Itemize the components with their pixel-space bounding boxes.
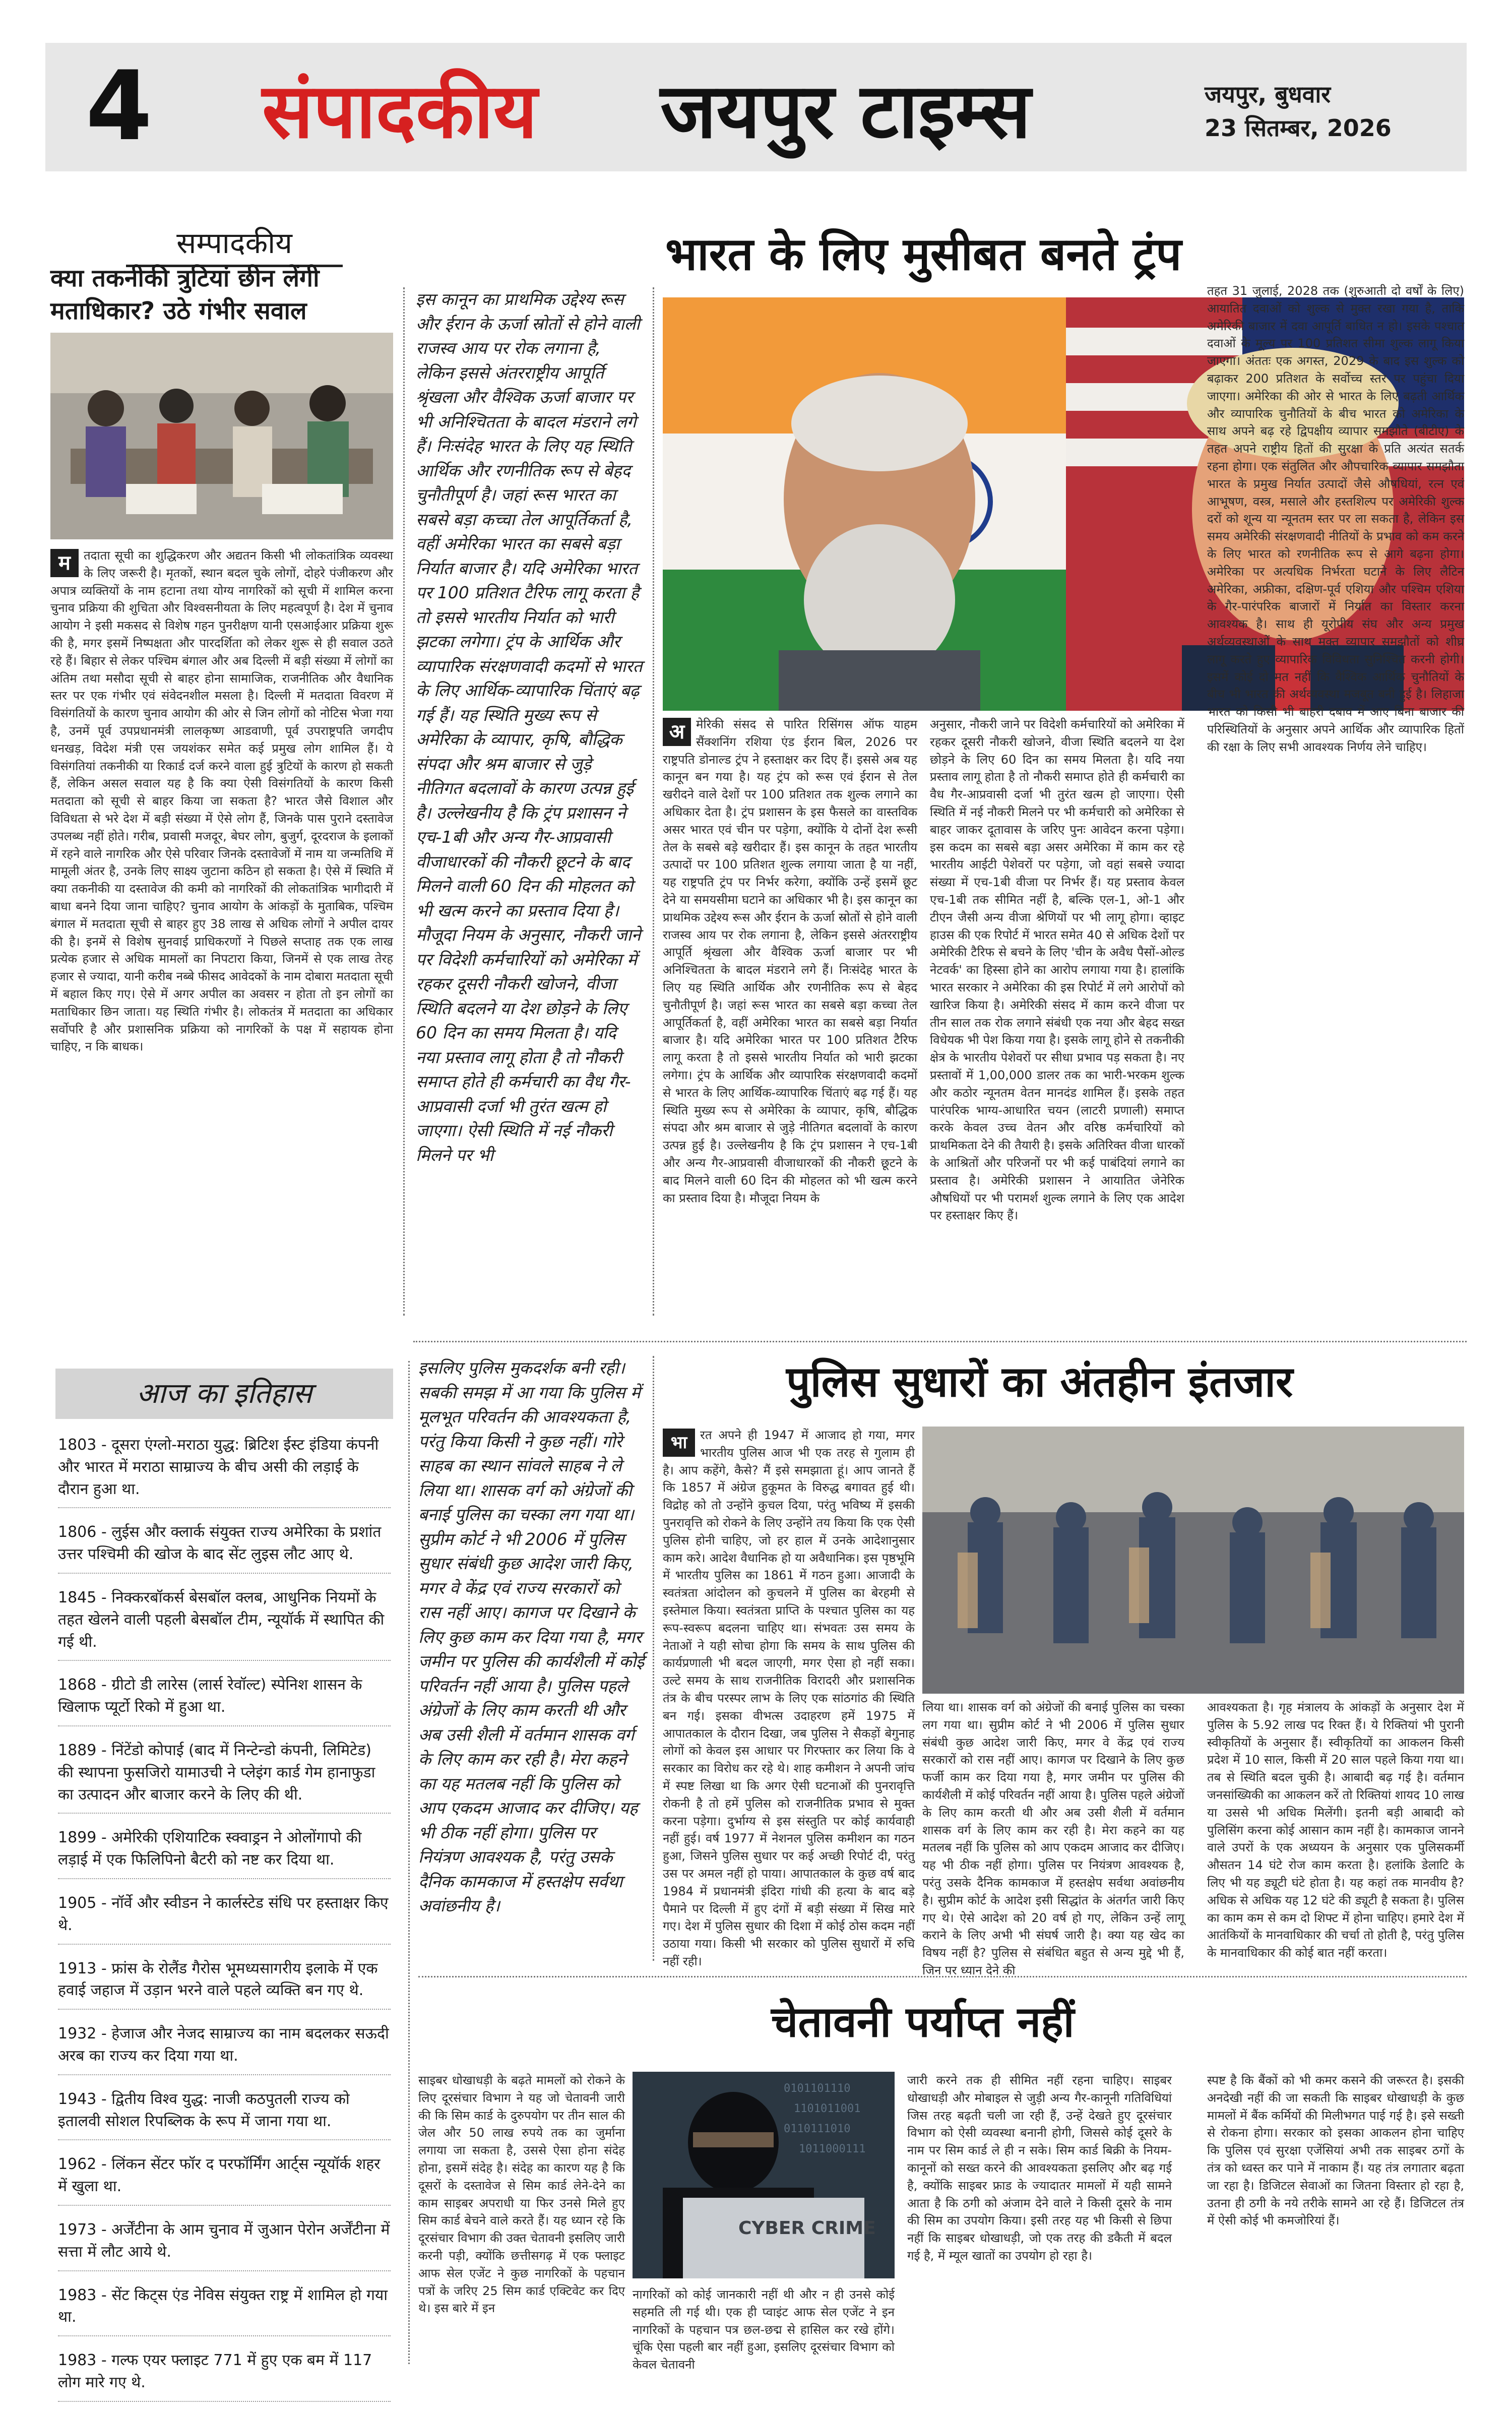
column-divider — [653, 287, 654, 1316]
section-divider — [418, 1976, 1467, 1977]
history-item: 1803 - दूसरा एंग्लो-मराठा युद्ध: ब्रिटिश ईस्ट इंडिया कंपनी और भारत में मराठा साम्राज्य के बीच असी की लड़ाई के दौरान हुआ था. — [58, 1434, 391, 1508]
history-item: 1868 - ग्रीटो डी लारेस (लार्स रेवॉल्ट) स्पेनिश शासन के खिलाफ प्यूर्टो रिको में हुआ था. — [58, 1674, 391, 1726]
editorial-photo-voters — [50, 333, 393, 539]
dateline-date: 23 सितम्बर, 2026 — [1205, 114, 1392, 142]
warning-story-col1: साइबर धोखाधड़ी के बढ़ते मामलों को रोकने के लिए दूरसंचार विभाग ने यह जो चेतावनी जारी की कि सिम कार्ड के दुरुपयोग पर तीन साल की जेल और 50 लाख रुपये तक का जुर्माना लगाया जा सकता है, उससे ऐसा होना संदेह होना, इसमें संदेह है। संदेह का कारण यह है कि दूसरों के दस्तावेज से सिम कार्ड लेने-देने का काम साइबर अपराधी या फिर उनसे मिले हुए सिम कार्ड बेचने वाले करते हैं। यह ध्यान रहे कि दूरसंचार विभाग की उक्त चेतावनी इसलिए जारी करनी पड़ी, क्योंकि छत्तीसगढ़ में एक फ्लाइट आफ सेल एजेंट ने कुछ नागरिकों के पहचान पत्रों के जरिए 25 सिम कार्ड एक्टिवेट कर दिए थे। इस बारे में इन — [418, 2073, 625, 2316]
warning-photo-caption: CYBER CRIME — [738, 2218, 876, 2239]
history-item: 1943 - द्वितीय विश्व युद्ध: नाजी कठपुतली राज्य को इतालवी सोशल रिपब्लिक के रूप में जाना गया था. — [58, 2088, 391, 2141]
column-divider — [403, 287, 405, 1316]
column-divider — [653, 1356, 654, 1961]
police-story-dropcap: भा — [663, 1429, 695, 1457]
warning-story-col2: नागरिकों को कोई जानकारी नहीं थी और न ही उनसे कोई सहमति ली गई थी। एक ही प्वाइंट आफ सेल एजेंट ने इन नागरिकों के पहचान पत्र छल-छद्म से हासिल कर रखे होंगे। चूंकि ऐसा पहली बार नहीं हुआ, इसलिए दूरसंचार विभाग को केवल चेतावनी — [633, 2287, 895, 2372]
history-item: 1973 - अर्जेंटीना के आम चुनाव में जुआन पेरोन अर्जेंटीना में सत्ता में लौट आये थे. — [58, 2219, 391, 2271]
lead-story-col1 — [663, 716, 917, 1346]
editorial-body — [50, 547, 393, 1313]
warning-story-photo — [633, 2072, 895, 2278]
lead-story-headline: भारत के लिए मुसीबत बनते ट्रंप — [665, 228, 1182, 281]
history-item: 1932 - हेजाज और नेजद साम्राज्य का नाम बदलकर सऊदी अरब का राज्य कर दिया गया था. — [58, 2023, 391, 2075]
police-story-col1-text: रत अपने ही 1947 में आजाद हो गया, मगर भारतीय पुलिस आज भी एक तरह से गुलाम ही है। आप कहेंगे, कैसे? मैं इसे समझाता हूं। आप जानते हैं कि 1857 में अंग्रेज हुकूमत के विरुद्ध बगावत हुई थी। विद्रोह को तो उन्होंने कुचल दिया, परंतु भविष्य में इसकी पुनरावृत्ति को रोकने के लिए उन्होंने तय किया कि एक ऐसी पुलिस होनी चाहिए, जो हर हाल में उनके आदेशानुसार काम करे। आदेश वैधानिक हो या अवैधानिक। इस पृष्ठभूमि में भारतीय पुलिस का 1861 में गठन हुआ। आजादी के स्वतंत्रता आंदोलन को कुचलने में पुलिस का बेरहमी से इस्तेमाल किया। स्वतंत्रता प्राप्ति के पश्चात पुलिस का यह रूप-स्वरूप बदलना चाहिए था। संभवतः उस समय के नेताओं ने यही सोचा होगा कि समय के साथ पुलिस की कार्यप्रणाली भी बदल जाएगी, मगर ऐसा हो नहीं सका। उल्टे समय के साथ राजनीतिक विरादरी और प्रशासनिक तंत्र के बीच परस्पर लाभ के लिए एक सांठगांठ की स्थिति बन गई। इसका वीभत्स उदाहरण हमें 1975 में आपातकाल के दौरान दिखा, जब पुलिस ने सैकड़ों बेगुनाह लोगों को केवल इस आधार पर गिरफ्तार कर लिया कि वे सरकार का विरोध कर रहे थे। शाह कमीशन ने अपनी जांच में स्पष्ट लिखा था कि अगर ऐसी घटनाओं की पुनरावृत्ति रोकनी है तो हमें पुलिस को राजनीतिक प्रभाव से मुक्त करना पड़ेगा। दुर्भाग्य से इस संस्तुति पर कोई कार्यवाही नहीं हुई। वर्ष 1977 में नेशनल पुलिस कमीशन का गठन हुआ, जिसने पुलिस सुधार पर कई अच्छी रिपोर्ट दी, परंतु उस पर अमल नहीं हो पाया। आपातकाल के कुछ वर्ष बाद 1984 में प्रधानमंत्री इंदिरा गांधी की हत्या के बाद बड़े पैमाने पर दिल्ली में हुए दंगों में बड़ी संख्या में सिख मारे गए। देश में पुलिस सुधार की दिशा में कोई ठोस कदम नहीं उठाया गया। किसी भी सरकार को पुलिस सुधारों में रुचि नहीं रही। — [663, 1428, 915, 1968]
paper-name: जयपुर टाइम्स — [660, 68, 1031, 155]
warning-story-col4: स्पष्ट है कि बैंकों को भी कमर कसने की जरूरत है। इसकी अनदेखी नहीं की जा सकती कि साइबर धोखाधड़ी के कुछ मामलों में बैंक कर्मियों की मिलीभगत पाई गई है। इसे सख्ती से रोकना होगा। सरकार को इसका आकलन होना चाहिए कि पुलिस एवं सुरक्षा एजेंसियां अभी तक साइबर ठगों के तंत्र को ध्वस्त कर पाने में नाकाम हैं। यह तंत्र लगातार बढ़ता जा रहा है। डिजिटल सेवाओं का जितना विस्तार हो रहा है, उतना ही ठगी के नये तरीके सामने आ रहे हैं। डिजिटल तंत्र में ऐसी कोई भी कमजोरियां हैं। — [1207, 2073, 1464, 2228]
page-number: 4 — [86, 50, 153, 162]
svg-text:1101011001: 1101011001 — [794, 2102, 861, 2115]
history-list — [58, 1434, 391, 2415]
column-divider — [408, 1361, 410, 2364]
dateline-city-day: जयपुर, बुधवार — [1205, 81, 1331, 108]
editorial-kicker: सम्पादकीय — [126, 222, 343, 267]
history-item: 1913 - फ्रांस के रोलैंड गैरोस भूमध्यसागरीय इलाके में एक हवाई जहाज में उड़ान भरने वाले पहले व्यक्ति बन गए थे. — [58, 1958, 391, 2010]
editorial-body-text: तदाता सूची का शुद्धिकरण और अद्यतन किसी भी लोकतांत्रिक व्यवस्था के लिए जरूरी है। मृतकों, स्थान बदल चुके लोगों, दोहरे पंजीकरण और अपात्र व्यक्तियों के नाम हटाना तथा योग्य नागरिकों को सूची में शामिल करना चुनाव प्रक्रिया की शुचिता और विश्वसनीयता के लिए महत्वपूर्ण है। देश में चुनाव आयोग ने इसी मकसद से विशेष गहन पुनरीक्षण यानी एसआईआर प्रक्रिया शुरू की है, मगर इसमें निष्पक्षता और पारदर्शिता को लेकर शुरू से ही सवाल उठते रहे हैं। बिहार से लेकर पश्चिम बंगाल और अब दिल्ली में बड़ी संख्या में लोगों का अंतिम तथा मसौदा सूची से बाहर होना सामाजिक, राजनीतिक और वैधानिक स्तर पर एक गंभीर एवं संवेदनशील मसला है। दिल्ली में मतदाता विवरण में विसंगतियों के कारण चुनाव आयोग की ओर से जिन लोगों को नोटिस भेजा गया है, उनमें पूर्व उपप्रधानमंत्री लालकृष्ण आडवाणी, पूर्व उपराष्ट्रपति जगदीप धनखड़, विदेश मंत्री एस जयशंकर समेत कई प्रमुख लोग शामिल हैं। ये विसंगतियां तकनीकी या रिकार्ड दर्ज करने वाला हुई त्रुटियों के कारण हो सकती हैं, लेकिन असल सवाल यह है कि क्या ऐसी विसंगतियों के कारण किसी मतदाता को सूची से बाहर किया जा सकता है? भारत जैसे विशाल और विविधता से भरे देश में बड़ी संख्या में ऐसे लोग हैं, जिनके पास पुराने दस्तावेज उपलब्ध नहीं होते। गरीब, प्रवासी मजदूर, बेघर लोग, बुजुर्ग, दूरदराज के इलाकों में रहने वाले नागरिक और ऐसे परिवार जिनके दस्तावेजों में नाम या जन्मतिथि में मामूली अंतर है, उनके लिए साक्ष्य जुटाना कठिन हो सकता है। ऐसे में स्थिति में क्या तकनीकी या दस्तावेज की कमी को नागरिकों की लोकतांत्रिक भागीदारी में बाधा बनने दिया जाना चाहिए? चुनाव आयोग के आंकड़ों के मुताबिक, पश्चिम बंगाल में मतदाता सूची से बाहर हुए 38 लाख से अधिक लोगों ने अपील दायर की है। इनमें से विशेष सुनवाई प्राधिकरणों ने पिछले सप्ताह तक एक लाख प्रत्येक हजार से अधिक मामलों का निपटारा किया, जिनमें से एक लाख तेरह हजार से ज्यादा, यानी करीब नब्बे फीसद आवेदकों के नाम दोबारा मतदाता सूची में बहाल किए गए। ऐसे में अगर अपील का अवसर न होता तो इन लोगों का मताधिकार छिन जाता। यह स्थिति गंभीर है। लोकतंत्र में मतदाता का अधिकार सर्वोपरि है और प्रशासनिक प्रक्रिया को नागरिकों के पक्ष में सहायक होना चाहिए, न कि बाधक। — [50, 548, 393, 1054]
police-story-col1 — [663, 1427, 915, 1968]
police-story-headline: पुलिस सुधारों का अंतहीन इंतजार — [786, 1357, 1293, 1406]
svg-text:1011000111: 1011000111 — [799, 2143, 866, 2155]
editorial-headline: क्या तकनीकी त्रुटियां छीन लेंगी मताधिकार? उठे गंभीर सवाल — [50, 264, 320, 325]
police-story-col3: आवश्यकता है। गृह मंत्रालय के आंकड़ों के अनुसार देश में पुलिस के 5.92 लाख पद रिक्त हैं। ये रिक्तियां भी पुरानी स्वीकृतियों के अनुसार हैं। स्वीकृतियों का आकलन किसी प्रदेश में 10 साल, किसी में 20 साल पहले किया गया था। तब से स्थिति बदल चुकी है। आबादी बढ़ गई है। वर्तमान जनसांख्यिकी का आकलन करें तो रिक्तियां शायद 10 लाख या उससे भी अधिक मिलेंगी। इतनी बड़ी आबादी को पुलिसिंग करना कोई आसान काम नहीं है। कामकाज जानने वाले उपरों के एक अध्ययन के अनुसार एक पुलिसकर्मी औसतन 14 घंटे रोज काम करता है। हलांकि डेलाटि के लिए भी यह ड्यूटी घंटे होता है। यह कहां तक मानवीय है? अधिक से अधिक यह 12 घंटे की ड्यूटी है सकता है। पुलिस का काम कम से कम दो शिफ्ट में होना चाहिए। हमारे देश में आतंकियों के मानवाधिकार की चर्चा तो होती है, परंतु पुलिस के मानवाधिकार की कोई बात नहीं करता। — [1207, 1700, 1464, 1960]
lead-story-col1-text: मेरिकी संसद से पारित रिसिंगस ऑफ याहम सैंक्शनिंग रशिया एंड ईरान बिल, 2026 पर राष्ट्रपति डोनाल्ड ट्रंप ने हस्ताक्षर कर दिए हैं। इससे अब यह कानून बन गया है। यह ट्रंप को रूस एवं ईरान से तेल खरीदने वाले देशों पर 100 प्रतिशत तक शुल्क लगाने का अधिकार देता है। ट्रंप प्रशासन के इस फैसले का वास्तविक असर भारत एवं चीन पर पड़ेगा, क्योंकि ये दोनों देश रूसी तेल के सबसे बड़े खरीदार हैं। इस कानून के तहत भारतीय उत्पादों पर 100 प्रतिशत शुल्क लगाया जाता है या नहीं, यह राष्ट्रपति ट्रंप पर निर्भर करेगा, क्योंकि उन्हें इसमें छूट देने या समयसीमा घटाने का अधिकार भी है। इस कानून का प्राथमिक उद्देश्य रूस और ईरान के ऊर्जा स्रोतों से होने वाली राजस्व आय पर रोक लगाना है, लेकिन इससे अंतरराष्ट्रीय आपूर्ति श्रृंखला और वैश्विक ऊर्जा बाजार पर भी अनिश्चितता के बादल मंडराने लगे हैं। निःसंदेह भारत के लिए यह स्थिति आर्थिक और रणनीतिक रूप से बेहद चुनौतीपूर्ण है। जहां रूस भारत का सबसे बड़ा कच्चा तेल आपूर्तिकर्ता है, वहीं अमेरिका भारत का सबसे बड़ा निर्यात बाजार है। यदि अमेरिका भारत पर 100 प्रतिशत टैरिफ लागू करता है तो इससे भारतीय निर्यात को भारी झटका लगेगा। ट्रंप के आर्थिक और व्यापारिक संरक्षणवादी कदमों से भारत के लिए आर्थिक-व्यापारिक चिंताएं बढ़ गई हैं। यह स्थिति मुख्य रूप से अमेरिका के व्यापार, कृषि, बौद्धिक संपदा और श्रम बाजार से जुड़े नीतिगत बदलावों के कारण उत्पन्न हुई है। उल्लेखनीय है कि ट्रंप प्रशासन ने एच-1बी और अन्य गैर-आप्रवासी वीजाधारकों की नौकरी छूटने के बाद मिलने वाली 60 दिन की मोहलत को भी खत्म करने का प्रस्ताव दिया है। मौजूदा नियम के — [663, 717, 917, 1205]
history-item: 1905 - नॉर्वे और स्वीडन ने कार्लस्टेड संधि पर हस्ताक्षर किए थे. — [58, 1892, 391, 1945]
lead-story-dropcap: अ — [663, 718, 691, 746]
lead-story-col2: अनुसार, नौकरी जाने पर विदेशी कर्मचारियों को अमेरिका में रहकर दूसरी नौकरी खोजने, वीजा स्थिति बदलने या देश छोड़ने के लिए 60 दिन का समय मिलता है। यदि नया प्रस्ताव लागू होता है तो नौकरी समाप्त होते ही कर्मचारी का वैध गैर-आप्रवासी दर्जा भी तुरंत खत्म हो जाएगा। ऐसी स्थिति में नई नौकरी मिलने पर भी कर्मचारी को अमेरिका से बाहर जाकर दूतावास के जरिए पुनः आवेदन करना पड़ेगा। इस कदम का सबसे बड़ा असर अमेरिका में काम कर रहे भारतीय आईटी पेशेवरों पर पड़ेगा, जो वहां सबसे ज्यादा संख्या में एच-1बी वीजा पर निर्भर हैं। यह प्रस्ताव केवल एच-1बी तक सीमित नहीं है, बल्कि एल-1, ओ-1 और टीएन जैसी अन्य वीजा श्रेणियों पर भी लागू होगा। व्हाइट हाउस की एक रिपोर्ट में भारत समेत 40 से अधिक देशों पर अमेरिकी टैरिफ से बचने के लिए 'चीन के अवैध पैसों-ओल्ड नेटवर्क' का हिस्सा होने का आरोप लगाया गया है। हालांकि भारत सरकार ने अमेरिका की इस रिपोर्ट में लगे आरोपों को खारिज किया है। अमेरिकी संसद में काम करने वीजा पर तीन साल तक रोक लगाने संबंधी एक नया और बेहद सख्त विधेयक भी पेश किया गया है। इसके लागू होने से तकनीकी क्षेत्र के भारतीय पेशेवरों पर सीधा प्रभाव पड़ सकता है। नए प्रस्तावों में 1,00,000 डालर तक का भारी-भरकम शुल्क और कठोर न्यूनतम वेतन मानदंड शामिल हैं। इसके तहत पारंपरिक भाग्य-आधारित चयन (लाटरी प्रणाली) समाप्त करके केवल उच्च वेतन और वरिष्ठ कर्मचारियों को प्राथमिकता देने की तैयारी है। इसके अतिरिक्त वीजा धारकों के आश्रितों और परिजनों पर भी कई पाबंदियां लगाने का प्रस्ताव है। अमेरिकी प्रशासन ने आयातित जेनेरिक औषधियों पर भी परामर्श शुल्क लगाने के लिए एक आदेश पर हस्ताक्षर किए हैं। — [930, 717, 1185, 1223]
editorial-continuation: इस कानून का प्राथमिक उद्देश्य रूस और ईरान के ऊर्जा स्रोतों से होने वाली राजस्व आय पर रोक लगाना है, लेकिन इससे अंतरराष्ट्रीय आपूर्ति श्रृंखला और वैश्विक ऊर्जा बाजार पर भी अनिश्चितता के बादल मंडराने लगे हैं। निःसंदेह भारत के लिए यह स्थिति आर्थिक और रणनीतिक रूप से बेहद चुनौतीपूर्ण है। जहां रूस भारत का सबसे बड़ा कच्चा तेल आपूर्तिकर्ता है, वहीं अमेरिका भारत का सबसे बड़ा निर्यात बाजार है। यदि अमेरिका भारत पर 100 प्रतिशत टैरिफ लागू करता है तो इससे भारतीय निर्यात को भारी झटका लगेगा। ट्रंप के आर्थिक और व्यापारिक संरक्षणवादी कदमों से भारत के लिए आर्थिक-व्यापारिक चिंताएं बढ़ गई हैं। यह स्थिति मुख्य रूप से अमेरिका के व्यापार, कृषि, बौद्धिक संपदा और श्रम बाजार से जुड़े नीतिगत बदलावों के कारण उत्पन्न हुई है। उल्लेखनीय है कि ट्रंप प्रशासन ने एच-1बी और अन्य गैर-आप्रवासी वीजाधारकों की नौकरी छूटने के बाद मिलने वाली 60 दिन की मोहलत को भी खत्म करने का प्रस्ताव दिया है। मौजूदा नियम के अनुसार, नौकरी जाने पर विदेशी कर्मचारियों को अमेरिका में रहकर दूसरी नौकरी खोजने, वीजा स्थिति बदलने या देश छोड़ने के लिए 60 दिन का समय मिलता है। यदि नया प्रस्ताव लागू होता है तो नौकरी समाप्त होते ही कर्मचारी का वैध गैर-आप्रवासी दर्जा भी तुरंत खत्म हो जाएगा। ऐसी स्थिति में नई नौकरी मिलने पर भी — [416, 289, 643, 1165]
warning-story-headline: चेतावनी पर्याप्त नहीं — [771, 1997, 1075, 2047]
police-story-col2: लिया था। शासक वर्ग को अंग्रेजों की बनाई पुलिस का चस्का लग गया था। सुप्रीम कोर्ट ने भी 2006 में पुलिस सुधार संबंधी कुछ आदेश जारी किए, मगर वे केंद्र एवं राज्य सरकारों को रास नहीं आए। कागज पर दिखाने के लिए कुछ फर्जी काम कर दिया गया है, मगर जमीन पर पुलिस की कार्यशैली में कोई परिवर्तन नहीं आया है। पुलिस पहले अंग्रेजों के लिए काम करती थी और अब उसी शैली में वर्तमान शासक वर्ग के लिए काम कर रही है। मेरा कहने का यह मतलब नहीं कि पुलिस को आप एकदम आजाद कर दीजिए। यह भी ठीक नहीं होगा। पुलिस पर नियंत्रण आवश्यक है, परंतु उसके दैनिक कामकाज में हस्तक्षेप सर्वथा अवांछनीय है। सुप्रीम कोर्ट के आदेश इसी सिद्धांत के अंतर्गत जारी किए गए थे। ऐसे आदेश को 20 वर्ष हो गए, लेकिन उन्हें लागू कराने के लिए अभी भी संघर्ष जारी है। क्या यह खेद का विषय नहीं है? पुलिस से संबंधित बहुत से अन्य मुद्दे भी हैं, जिन पर ध्यान देने की — [922, 1700, 1184, 1977]
section-divider — [413, 1341, 1467, 1342]
svg-text:0110111010: 0110111010 — [784, 2123, 851, 2135]
svg-text:0101101110: 0101101110 — [784, 2082, 851, 2095]
warning-story-col3: जारी करने तक ही सीमित नहीं रहना चाहिए। साइबर धोखाधड़ी और मोबाइल से जुड़ी अन्य गैर-कानूनी गतिविधियां जिस तरह बढ़ती चली जा रही हैं, उन्हें देखते हुए दूरसंचार विभाग को ऐसी व्यवस्था बनानी होगी, जिससे कोई दूसरे के नाम पर सिम कार्ड ले ही न सके। सिम कार्ड बिक्री के नियम-कानूनों को सख्त करने की आवश्यकता इसलिए और बढ़ गई है, क्योंकि साइबर फ्राड के ज्यादातर मामलों में यही सामने आता है कि ठगी को अंजाम देने वाले ने किसी दूसरे के नाम की सिम का उपयोग किया। इसी तरह यह भी किसी से छिपा नहीं कि साइबर धोखाधड़ी, जो एक तरह की डकैती में बदल गई है, में म्यूल खातों का उपयोग हो रहा है। — [907, 2073, 1172, 2263]
history-title: आज का इतिहास — [55, 1369, 393, 1419]
police-march-illustration — [922, 1427, 1464, 1694]
history-item: 1806 - लुईस और क्लार्क संयुक्त राज्य अमेरिका के प्रशांत उत्तर पश्चिमी की खोज के बाद सेंट लुइस लौट आए थे. — [58, 1521, 391, 1574]
history-item: 1983 - सेंट किट्स एंड नेविस संयुक्त राष्ट्र में शामिल हो गया था. — [58, 2284, 391, 2337]
history-item: 1983 - गल्फ एयर फ्लाइट 771 में हुए एक बम में 117 लोग मारे गए थे. — [58, 2349, 391, 2402]
police-story-intro: इसलिए पुलिस मुकदर्शक बनी रही। सबकी समझ में आ गया कि पुलिस में मूलभूत परिवर्तन की आवश्यकता है, परंतु किया किसी ने कुछ नहीं। गोरे साहब का स्थान सांवले साहब ने ले लिया था। शासक वर्ग को अंग्रेजों की बनाई पुलिस का चस्का लग गया था। सुप्रीम कोर्ट ने भी 2006 में पुलिस सुधार संबंधी कुछ आदेश जारी किए, मगर वे केंद्र एवं राज्य सरकारों को रास नहीं आए। कागज पर दिखाने के लिए कुछ काम कर दिया गया है, मगर जमीन पर पुलिस की कार्यशैली में कोई परिवर्तन नहीं आया है। पुलिस पहले अंग्रेजों के लिए काम करती थी और अब उसी शैली में वर्तमान शासक वर्ग के लिए काम कर रही है। मेरा कहने का यह मतलब नहीं कि पुलिस को आप एकदम आजाद कर दीजिए। यह भी ठीक नहीं होगा। पुलिस पर नियंत्रण आवश्यक है, परंतु उसके दैनिक कामकाज में हस्तक्षेप सर्वथा अवांछनीय है। — [418, 1358, 645, 1915]
history-item: 1899 - अमेरिकी एशियाटिक स्क्वाड्रन ने ओलोंगापो की लड़ाई में एक फिलिपिनो बैटरी को नष्ट कर दिया था. — [58, 1827, 391, 1879]
section-title: संपादकीय — [262, 68, 538, 155]
voters-queue-illustration — [50, 333, 393, 539]
editorial-dropcap: म — [50, 549, 79, 577]
hacker-laptop-illustration — [633, 2072, 895, 2278]
lead-story-col3: तहत 31 जुलाई, 2028 तक (शुरुआती दो वर्षों के लिए) आयातित दवाओं को शुल्क से मुक्त रखा गया है, ताकि अमेरिकी बाजार में दवा आपूर्ति बाधित न हो। इसके पश्चात दवाओं के मूल्य पर 100 प्रतिशत सीमा शुल्क लागू किया जाएगा। अंततः एक अगस्त, 2029 के बाद इस शुल्क को बढ़ाकर 200 प्रतिशत के सर्वोच्च स्तर पर पहुंचा दिया जाएगा। अमेरिका की ओर से भारत के लिए बढ़ती आर्थिक और व्यापारिक चुनौतियों के बीच भारत को अमेरिका के साथ अपने बढ़ रहे द्विपक्षीय व्यापार समझौते (बीटीए) के तहत अपने राष्ट्रीय हितों की सुरक्षा के प्रति अत्यंत सतर्क रहना होगा। एक संतुलित और औपचारिक व्यापार समझौता भारत के प्रमुख निर्यात उत्पादों जैसे औषधियां, रत्न एवं आभूषण, वस्त्र, मसाले और हस्तशिल्प पर अमेरिकी शुल्क दरों को शून्य या न्यूनतम स्तर पर ला सकता है, लेकिन इस समय अमेरिकी संरक्षणवादी नीतियों के प्रभाव को कम करने के लिए भारत को रणनीतिक रूप से आगे बढ़ना होगा। अमेरिका पर अत्यधिक निर्भरता घटाने के लिए लैटिन अमेरिका, अफ्रीका, दक्षिण-पूर्व एशिया और पश्चिम एशिया के गैर-पारंपरिक बाजारों में निर्यात का विस्तार करना आवश्यक है। साथ ही यूरोपीय संघ और अन्य प्रमुख अर्थव्यवस्थाओं के साथ मुक्त व्यापार समझौतों को शीघ्र लागू करते हुए व्यापारिक विविधता सुनिश्चित करनी होगी। इसमें कोई दो मत नहीं कि वैश्विक आर्थिक चुनौतियों के बीच भी भारत की अर्थव्यवस्था मजबूत बनी हुई है। लिहाजा भारत को किसी भी बाहरी दबाव में आए बिना बाजार की परिस्थितियों के अनुसार अपने आर्थिक और व्यापारिक हितों की रक्षा के लिए सभी आवश्यक निर्णय लेने चाहिए। — [1207, 284, 1464, 754]
history-item: 1889 - निंटेंडो कोपाई (बाद में निन्टेन्डो कंपनी, लिमिटेड) की स्थापना फुसजिरो यामाउची ने प्लेइंग कार्ड गेम हानाफुडा का उत्पादन और बाजार करने के लिए की थी. — [58, 1740, 391, 1814]
history-item: 1962 - लिंकन सेंटर फॉर द परफॉर्मिंग आर्ट्स न्यूयॉर्क शहर में खुला था. — [58, 2153, 391, 2206]
history-item: 1845 - निक्करबॉकर्स बेसबॉल क्लब, आधुनिक नियमों के तहत खेलने वाली पहली बेसबॉल टीम, न्यूयॉर्क में स्थापित की गई थी. — [58, 1587, 391, 1661]
police-story-photo — [922, 1427, 1464, 1694]
